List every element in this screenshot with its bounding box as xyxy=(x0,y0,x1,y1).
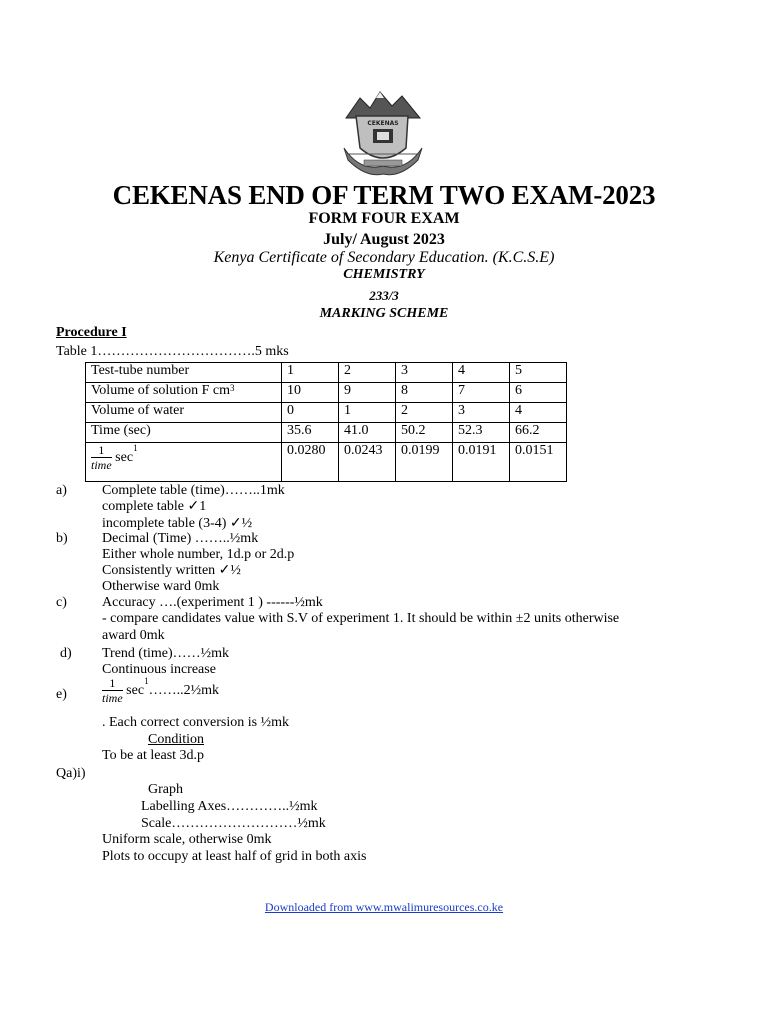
reciprocal-fraction: $\frac{1}{\text{time}}$ xyxy=(102,676,123,705)
subject: CHEMISTRY xyxy=(343,267,425,282)
document-title: CEKENAS END OF TERM TWO EXAM-2023 xyxy=(112,180,656,210)
item-label-d: d) xyxy=(60,646,72,661)
certificate-name: Kenya Certificate of Secondary Education. (K.C.S.E) xyxy=(213,249,555,266)
table-cell: 2 xyxy=(396,403,453,423)
row-label: Time (sec) xyxy=(86,423,282,443)
svg-text:CEKENAS: CEKENAS xyxy=(367,120,399,127)
table-cell: 66.2 xyxy=(510,423,567,443)
table-row xyxy=(86,403,567,423)
item-c-title: Accuracy ….(experiment 1 ) ------½mk xyxy=(102,595,323,610)
table-caption: Table 1…………………………….5 mks xyxy=(56,344,289,359)
item-c-line: award 0mk xyxy=(102,628,165,643)
school-logo xyxy=(340,90,426,180)
item-e-title: $\frac{1}{\text{time}}$ $\sec^1\dots\dots..2\frac{1}{2}mk$ xyxy=(102,676,219,705)
item-a-title: Complete table (time)……..1mk xyxy=(102,483,285,498)
question-label: Qa)i) xyxy=(56,766,86,781)
table-cell: 50.2 xyxy=(396,423,453,443)
table-cell: 0.0243 xyxy=(339,443,396,482)
item-b-line: Either whole number, 1d.p or 2d.p xyxy=(102,547,295,562)
table-cell: 0.0151 xyxy=(510,443,567,482)
exam-date: July/ August 2023 xyxy=(323,231,445,248)
item-a-line: incomplete table (3-4) ✓½ xyxy=(102,516,253,531)
procedure-heading: Procedure I xyxy=(56,325,127,340)
table-cell: 8 xyxy=(396,383,453,403)
item-b-line: Consistently written ✓½ xyxy=(102,563,241,578)
item-c-line: - compare candidates value with S.V of experiment 1. It should be within ±2 units otherwise xyxy=(102,611,620,626)
item-label-a: a) xyxy=(56,483,67,498)
table-row xyxy=(86,383,567,403)
table-cell: 2 xyxy=(339,363,396,383)
row-label: Volume of water xyxy=(86,403,282,423)
table-cell: 5 xyxy=(510,363,567,383)
exam-name: FORM FOUR EXAM xyxy=(308,210,460,227)
item-e-line: To be at least 3d.p xyxy=(102,748,205,763)
document-type: MARKING SCHEME xyxy=(319,306,449,321)
subject-code: 233/3 xyxy=(369,288,399,303)
results-table xyxy=(85,362,567,482)
item-a-line: complete table ✓1 xyxy=(102,499,207,514)
item-label-b: b) xyxy=(56,531,68,546)
table-row xyxy=(86,363,567,383)
item-label-e: e) xyxy=(56,687,67,702)
condition-heading: Condition xyxy=(148,732,205,747)
table-cell: 7 xyxy=(453,383,510,403)
item-b-line: Otherwise ward 0mk xyxy=(102,579,220,594)
graph-line: Labelling Axes…………..½mk xyxy=(141,799,318,814)
item-d-title: Trend (time)……½mk xyxy=(102,646,230,661)
table-cell: 10 xyxy=(282,383,339,403)
graph-line: Scale………………………½mk xyxy=(141,816,326,831)
table-cell: 3 xyxy=(453,403,510,423)
table-cell: 41.0 xyxy=(339,423,396,443)
table-cell: 6 xyxy=(510,383,567,403)
graph-line: Uniform scale, otherwise 0mk xyxy=(102,832,272,847)
row-label: $\frac{1}{\text{time}}$ $\sec^1$ xyxy=(86,443,282,482)
table-row xyxy=(86,443,567,482)
table-cell: 0 xyxy=(282,403,339,423)
table-cell: 35.6 xyxy=(282,423,339,443)
reciprocal-fraction: $\frac{1}{\text{time}}$ xyxy=(91,443,112,472)
table-cell: 0.0280 xyxy=(282,443,339,482)
row-label: Volume of solution F $cm^3$ xyxy=(86,383,282,403)
row-label: Test-tube number xyxy=(86,363,282,383)
item-e-line: . Each correct conversion is ½mk xyxy=(102,715,289,730)
table-cell: 52.3 xyxy=(453,423,510,443)
table-row xyxy=(86,423,567,443)
footer-link[interactable]: Downloaded from www.mwalimuresources.co.ke xyxy=(264,900,504,914)
graph-line: Plots to occupy at least half of grid in both axis xyxy=(102,849,367,864)
table-cell: 3 xyxy=(396,363,453,383)
item-d-line: Continuous increase xyxy=(102,662,216,677)
table-cell: 0.0191 xyxy=(453,443,510,482)
graph-heading: Graph xyxy=(148,782,183,797)
table-cell: 0.0199 xyxy=(396,443,453,482)
item-label-c: c) xyxy=(56,595,67,610)
table-cell: 9 xyxy=(339,383,396,403)
table-cell: 4 xyxy=(510,403,567,423)
table-cell: 1 xyxy=(339,403,396,423)
table-cell: 1 xyxy=(282,363,339,383)
item-b-title: Decimal (Time) ……..½mk xyxy=(102,531,259,546)
table-cell: 4 xyxy=(453,363,510,383)
